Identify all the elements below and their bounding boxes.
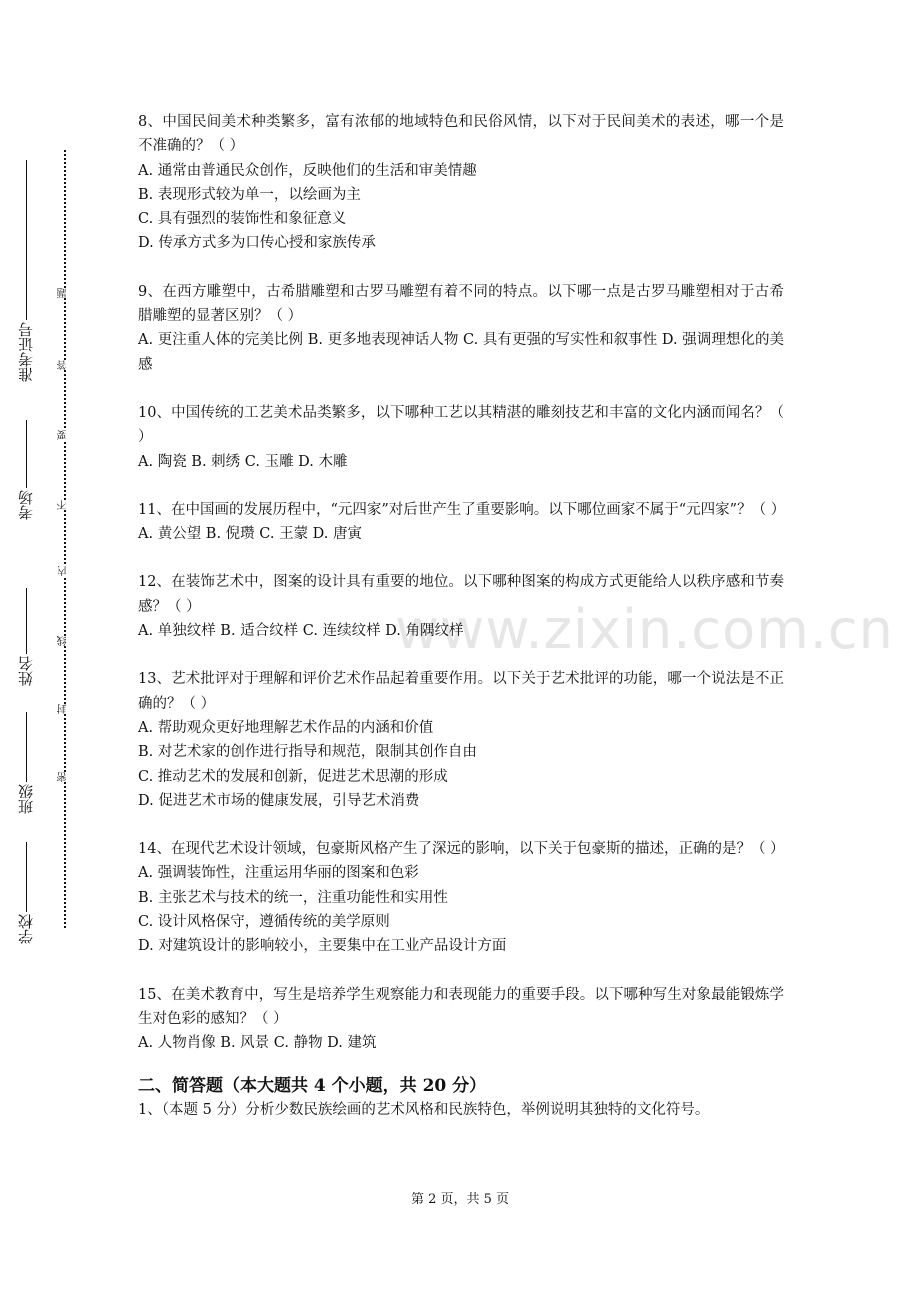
binding-margin bbox=[0, 0, 110, 1302]
question-stem: 14、在现代艺术设计领域，包豪斯风格产生了深远的影响，以下关于包豪斯的描述，正确的是？（ ） bbox=[138, 841, 785, 858]
option-c: C. 具有强烈的装饰性和象征意义 bbox=[138, 211, 347, 228]
options-inline: A. 人物肖像 B. 风景 C. 静物 D. 建筑 bbox=[138, 1035, 377, 1052]
question-stem: 8、中国民间美术种类繁多，富有浓郁的地域特色和民俗风情，以下对于民间美术的表述，哪一个是不准确的？（ ） bbox=[138, 114, 784, 155]
short-answer-question: 1、（本题 5 分）分析少数民族绘画的艺术风格和民族特色，举例说明其独特的文化符号。 bbox=[138, 1101, 710, 1118]
seal-char: 题 bbox=[58, 288, 72, 298]
question-list bbox=[138, 110, 784, 1122]
option-a: A. 通常由普通民众创作，反映他们的生活和审美情趣 bbox=[138, 162, 477, 179]
option-b: B. 表现形式较为单一，以绘画为主 bbox=[138, 186, 361, 203]
question-12 bbox=[138, 570, 784, 643]
field-school bbox=[6, 842, 46, 944]
question-stem: 12、在装饰艺术中，图案的设计具有重要的地位。以下哪种图案的构成方式更能给人以秩序感和节奏感？（ ） bbox=[138, 574, 784, 615]
field-label: 考场 bbox=[17, 490, 35, 520]
question-9 bbox=[138, 280, 784, 377]
question-13 bbox=[138, 667, 784, 813]
seal-char: 封 bbox=[58, 704, 72, 714]
question-stem: 9、在西方雕塑中，古希腊雕塑和古罗马雕塑有着不同的特点。以下哪一点是古罗马雕塑相对于古希腊雕塑的显著区别？（ ） bbox=[138, 283, 784, 325]
field-class bbox=[6, 712, 46, 814]
field-underline bbox=[26, 160, 27, 320]
question-stem: 13、艺术批评对于理解和评价艺术作品起着重要作用。以下关于艺术批评的功能，哪一个说法是不正确的？（ ） bbox=[138, 671, 784, 712]
question-8 bbox=[138, 110, 784, 256]
options-inline: A. 单独纹样 B. 适合纹样 C. 连续纹样 D. 角隅纹样 bbox=[138, 623, 464, 640]
seal-char: 不 bbox=[58, 500, 72, 510]
field-label: 学校 bbox=[17, 914, 35, 944]
field-underline bbox=[26, 588, 27, 654]
seal-char: 要 bbox=[58, 430, 72, 440]
section-title: 二、简答题（本大题共 4 个小题，共 20 分） bbox=[138, 1075, 487, 1096]
field-name bbox=[6, 588, 46, 686]
field-underline bbox=[26, 842, 27, 912]
option-d: D. 促进艺术市场的健康发展，引导艺术消费 bbox=[138, 792, 420, 809]
question-stem: 15、在美术教育中，写生是培养学生观察能力和表现能力的重要手段。以下哪种写生对象最能锻炼学生对色彩的感知？（ ） bbox=[138, 986, 784, 1027]
page-footer: 第 2 页，共 5 页 bbox=[410, 1192, 510, 1207]
field-underline bbox=[26, 420, 27, 488]
question-14 bbox=[138, 837, 784, 958]
field-exam-room bbox=[6, 420, 46, 520]
question-15 bbox=[138, 983, 784, 1056]
option-d: D. 对建筑设计的影响较小，主要集中在工业产品设计方面 bbox=[138, 938, 507, 955]
option-a: A. 帮助观众更好地理解艺术作品的内涵和价值 bbox=[138, 719, 434, 736]
field-label: 姓名 bbox=[17, 656, 35, 686]
option-d: D. 传承方式多为口传心授和家族传承 bbox=[138, 235, 376, 252]
seal-char: 线 bbox=[58, 636, 72, 646]
option-b: B. 对艺术家的创作进行指导和规范，限制其创作自由 bbox=[138, 744, 477, 761]
options-inline: A. 黄公望 B. 倪瓒 C. 王蒙 D. 唐寅 bbox=[138, 526, 363, 543]
seal-char: 答 bbox=[58, 360, 72, 370]
question-stem: 11、在中国画的发展历程中，“元四家”对后世产生了重要影响。以下哪位画家不属于“元四家”？（ ） bbox=[138, 501, 786, 518]
option-b: B. 主张艺术与技术的统一，注重功能性和实用性 bbox=[138, 889, 448, 906]
option-a: A. 强调装饰性，注重运用华丽的图案和色彩 bbox=[138, 865, 419, 882]
option-c: C. 设计风格保守，遵循传统的美学原则 bbox=[138, 914, 390, 931]
seal-dotted-line bbox=[64, 150, 66, 928]
question-10 bbox=[138, 401, 784, 474]
option-c: C. 推动艺术的发展和创新，促进艺术思潮的形成 bbox=[138, 768, 448, 785]
question-11 bbox=[138, 498, 784, 547]
field-underline bbox=[26, 712, 27, 782]
field-admission-number bbox=[6, 160, 46, 382]
field-label: 班级 bbox=[17, 784, 35, 814]
options-inline: A. 陶瓷 B. 刺绣 C. 玉雕 D. 木雕 bbox=[138, 453, 348, 470]
seal-char: 密 bbox=[58, 772, 72, 782]
question-stem: 10、中国传统的工艺美术品类繁多，以下哪种工艺以其精湛的雕刻技艺和丰富的文化内涵而闻名？（ ） bbox=[138, 404, 784, 446]
seal-char: 内 bbox=[58, 566, 72, 576]
watermark: www.zixin.com.cn bbox=[395, 598, 894, 661]
field-label: 准考证号 bbox=[17, 322, 35, 382]
options-inline: A. 更注重人体的完美比例 B. 更多地表现神话人物 C. 具有更强的写实性和叙事性 D. 强调理想化的美感 bbox=[138, 332, 784, 373]
